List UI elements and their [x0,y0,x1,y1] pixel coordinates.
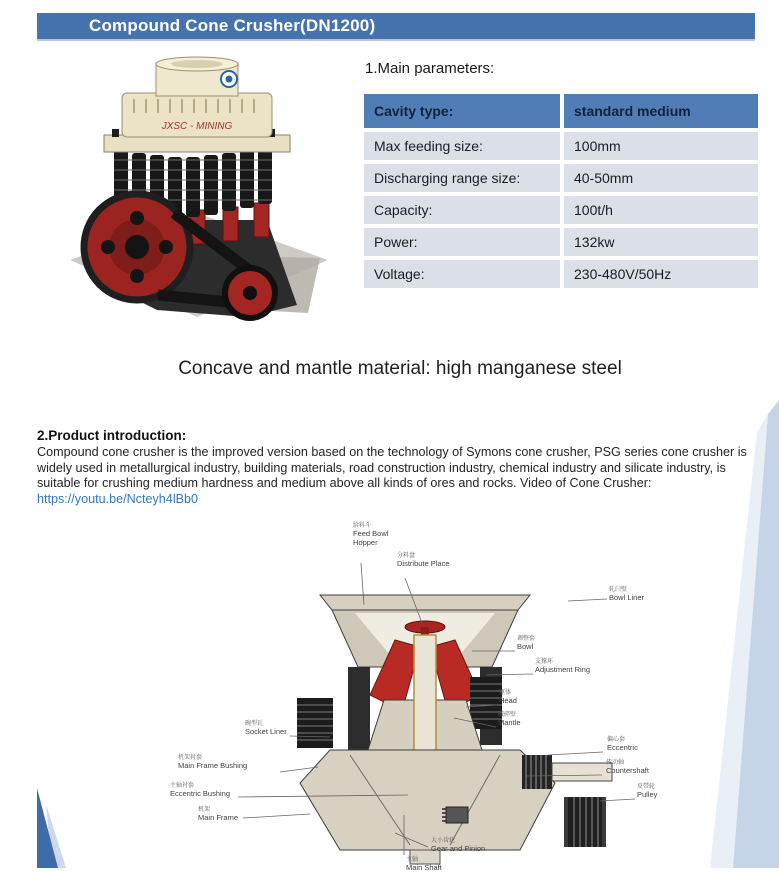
part-label-mantle [498,712,548,728]
photo-top-opening [171,60,223,68]
param-value-cell: standard medium [564,94,758,128]
diagram-hopper [320,595,530,610]
introduction-paragraph [37,445,770,507]
part-en: Distribute Place [397,558,450,568]
diagram-gear-and-pinion [442,807,468,823]
photo-logo-dot [226,76,233,83]
photo-brand-text: JXSC - MINING [161,121,233,132]
part-cn: 皮带轮 [637,784,656,790]
table-row [364,164,758,192]
part-cn: 分料盘 [397,553,416,559]
video-link[interactable]: https://youtu.be/Ncteyh4lBb0 [37,491,199,506]
product-photo [62,55,337,350]
part-en: Main Frame [198,812,239,822]
part-label-pulley [637,784,687,800]
part-label-main-shaft [406,857,466,873]
table-row [364,132,758,160]
param-label-cell: Max feeding size: [364,132,560,160]
photo-pulley-hub [243,286,257,300]
part-cn: 轧臼壁 [609,587,628,593]
table-row [364,196,758,224]
param-label-cell: Power: [364,228,560,256]
table-header-row [364,94,758,128]
part-en: Main Shaft [406,862,442,872]
param-label-cell: Voltage: [364,260,560,288]
crusher-diagram-illustration [170,515,700,880]
part-label-bowl [517,636,567,652]
part-cn: 支撑环 [535,659,554,665]
introduction-heading: 2.Product introduction: [37,428,187,443]
part-label-eccentric [607,737,667,753]
parameters-table [360,90,762,292]
photo-flywheel-hub [125,235,149,259]
param-label-cell: Discharging range size: [364,164,560,192]
diagram-countershaft [552,763,612,781]
part-label-socket-liner [245,721,305,737]
param-value-cell: 132kw [564,228,758,256]
part-en: Eccentric Bushing [170,788,231,798]
part-cn: 调整套 [517,636,536,642]
param-label-cell: Cavity type: [364,94,560,128]
diagram-wall-left [348,667,370,755]
part-en: Socket Liner [245,726,287,736]
title-bar [37,13,755,41]
param-label-cell: Capacity: [364,196,560,224]
part-label-head [499,690,549,706]
part-label-main-frame-bushing [178,755,278,771]
param-value-cell: 230-480V/50Hz [564,260,758,288]
part-label-bowl-liner [609,587,669,603]
part-en: Bowl [517,641,534,651]
part-cn: 碗型瓦 [245,721,264,727]
introduction-text: Compound cone crusher is the improved version based on the technology of Symons cone crusher, PSG series cone crusher is widely used in metallurgical industry, building materials, road construction industry, chemical industry and silicate industry, is suitable for crushing medium hardness and medium above all kinds of ores and rocks. Video of Cone Crusher: [37,445,747,491]
material-note: Concave and mantle material: high manganese steel [178,358,622,379]
param-value-cell: 40-50mm [564,164,758,192]
part-label-gear-and-pinion [431,838,506,854]
part-label-eccentric-bushing [170,783,255,799]
part-cn: 偏心套 [607,737,626,743]
page-title: Compound Cone Crusher(DN1200) [89,16,376,35]
diagram-pulley [564,797,606,847]
part-cn: 传动轴 [606,760,625,766]
crusher-structure-diagram [170,515,700,880]
parameters-heading: 1.Main parameters: [365,60,495,77]
param-value-cell: 100t/h [564,196,758,224]
part-en: Head [499,695,517,705]
part-en: Eccentric [607,742,638,752]
part-cn: 机架衬套 [178,755,203,761]
part-cn: 主轴衬套 [170,783,195,789]
part-cn: 机架 [198,807,211,813]
part-cn: 给料斗 [353,523,372,529]
part-en: Countershaft [606,765,649,775]
table-row [364,228,758,256]
part-en: Main Frame Bushing [178,760,248,770]
diagram-main-frame [300,750,555,850]
param-value-cell: 100mm [564,132,758,160]
part-cn: 破碎壁 [498,712,517,718]
part-en: Gear and Pinion [431,843,486,853]
part-label-feed-bowl-hopper [353,523,401,547]
part-cn: 躯体 [499,690,512,696]
part-en: Pulley [637,789,658,799]
part-label-adjustment-ring [535,659,615,675]
photo-flange [104,135,290,152]
part-en: Mantle [498,717,521,727]
part-en: Adjustment Ring [535,664,591,674]
part-label-main-frame [198,807,258,823]
part-cn: 主轴 [406,857,419,863]
part-cn: 大小齿轮 [431,838,456,844]
part-en: Bowl Liner [609,592,645,602]
part-en: Feed Bowl Hopper [353,528,389,547]
part-label-countershaft [606,760,676,776]
table-row [364,260,758,288]
part-label-distribute-place [397,553,467,569]
diagram-eccentric [522,755,552,789]
